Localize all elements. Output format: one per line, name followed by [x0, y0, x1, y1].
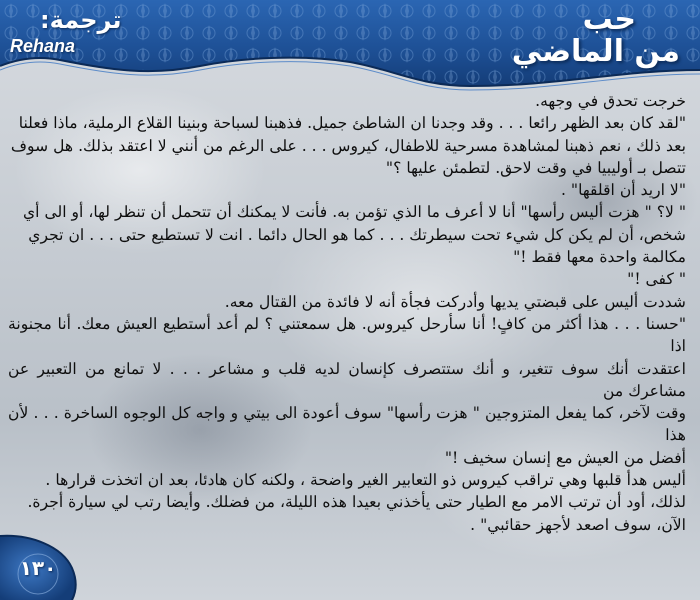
text-line: أليس هدأ قلبها وهي تراقب كيروس ذو التعابير الغير واضحة ، ولكنه كان هادئا، بعد ان اتخذت قرارها . — [45, 471, 686, 490]
translator-label: ترجمة: — [40, 6, 122, 34]
story-text — [8, 90, 686, 536]
text-line: اعتقدت أنك سوف تتغير، و أنك ستتصرف كإنسان لديه قلب و مشاعر . . . لا تمانع من التعبير عن مشاعرك من — [8, 359, 686, 400]
text-line: مكالمة واحدة معها فقط !" — [513, 248, 686, 267]
text-line: " كفى !" — [627, 270, 686, 289]
title-line-2: من الماضي — [511, 33, 680, 69]
translator-name: Rehana — [10, 36, 76, 56]
text-line: الآن، سوف اصعد لأجهز حقائبي" . — [470, 515, 686, 534]
text-line: تتصل بـ أوليبيا في وقت لاحق. لتطمئن عليها ؟" — [385, 158, 686, 177]
chapter-title — [480, 4, 680, 67]
text-line: "لقد كان بعد الظهر رائعا . . . وقد وجدنا ان الشاطئ جميل. فذهبنا لسباحة وبنينا القلاع الرملية، ماذا فعلنا — [18, 114, 686, 133]
text-line: أفضل من العيش مع إنسان سخيف !" — [444, 448, 686, 467]
text-line: خرجت تحدق في وجهه. — [535, 92, 686, 110]
text-line: لذلك، أود أن ترتب الامر مع الطيار حتى يأخذني بعيدا هذه الليلة، من فضلك. وأيضا رتب لي سيارة أجرة. — [27, 493, 686, 512]
text-line: شددت أليس على قبضتي يديها وأدركت فجأة أنه لا فائدة من القتال معه. — [224, 292, 686, 311]
title-line-1: حب — [582, 2, 636, 37]
header-banner — [0, 0, 700, 92]
text-line: "لا اريد أن اقلقها" . — [561, 181, 686, 200]
page-number: ١٣٠ — [19, 556, 57, 580]
text-line: "حسنا . . . هذا أكثر من كافٍ! أنا سأرحل كيروس. هل سمعتني ؟ لم أعد أستطيع العيش معك. أنا مجنونة اذا — [8, 314, 686, 356]
text-line: " لا؟ " هزت أليس رأسها" أنا لا أعرف ما الذي تؤمن به. فأنت لا يمكنك أن تتحمل أن تنظر لها، أو الى أي — [22, 203, 686, 222]
text-line: شخص، أن لم يكن كل شيء تحت سيطرتك . . . كما هو الحال دائما . انت لا تستطيع حتى . . . ان تجري — [28, 225, 686, 244]
text-line: وقت لآخر، كما يفعل المتزوجين " هزت رأسها" سوف أعودة الى بيتي و واجه كل الوجوه الساخرة . . . لأن هذا — [8, 404, 686, 445]
text-line: بعد ذلك ، نعم ذهبنا لمشاهدة مسرحية للاطفال، كيروس . . . على الرغم من أنني لا اعتقد بذلك. هل سوف — [10, 136, 686, 155]
page-number-badge — [0, 528, 82, 600]
